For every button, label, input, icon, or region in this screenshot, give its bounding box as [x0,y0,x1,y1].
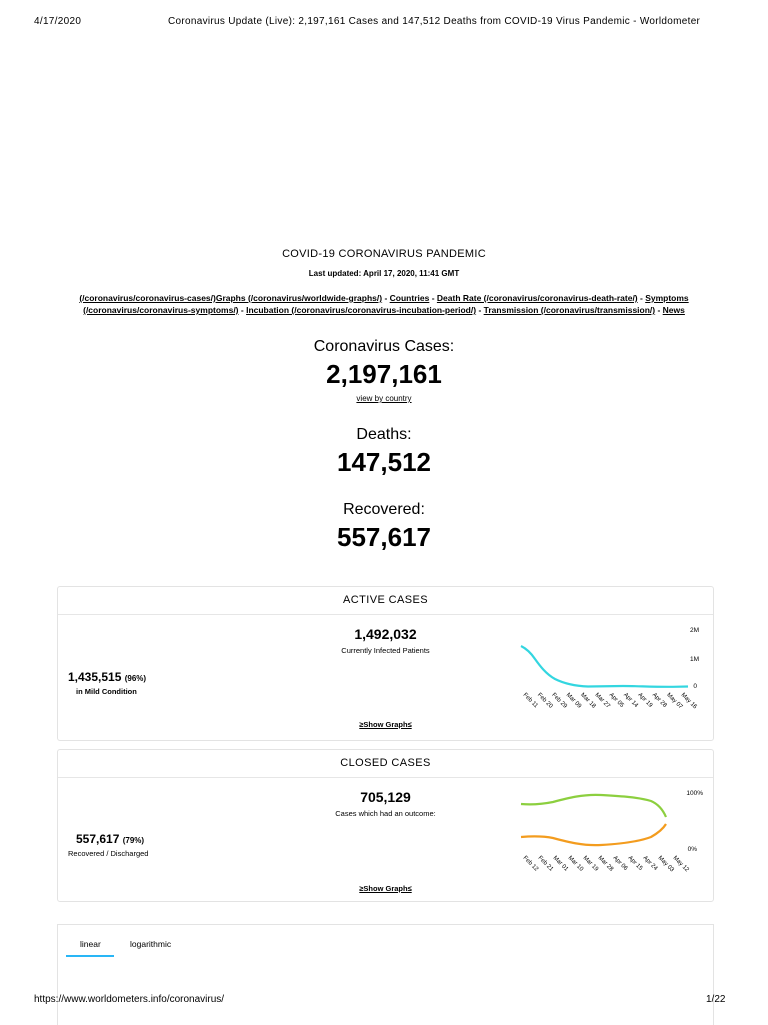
active-x-tick: Mar 09 [564,692,583,710]
active-y-tick-0: 0 [693,683,697,690]
closed-y-tick-0: 0% [687,846,697,853]
page-title: COVID-19 CORONAVIRUS PANDEMIC [282,248,486,260]
closed-total-caption: Cases which had an outcome: [335,809,436,818]
active-x-axis [522,692,699,711]
active-y-tick-2m: 2M [689,627,699,634]
print-title: Coronavirus Update (Live): 2,197,161 Cases and 147,512 Deaths from COVID-19 Virus Pandemic - Worldometer [168,16,701,27]
deaths-value: 147,512 [337,447,431,477]
active-cases-title: ACTIVE CASES [58,587,713,615]
view-by-country-link[interactable]: view by country [356,394,412,403]
closed-recovered-caption: Recovered / Discharged [68,849,149,858]
nav-link-death-rate[interactable]: Death Rate (/coronavirus/coronavirus-death-rate/) [436,293,638,303]
active-x-tick: Mar 18 [579,692,597,710]
active-total: 1,492,032 [354,626,417,642]
closed-x-tick: Mar 28 [596,855,615,873]
closed-x-tick: Apr 15 [626,855,644,872]
tab-logarithmic[interactable]: logarithmic [130,939,172,949]
closed-y-tick-100: 100% [686,790,703,797]
recovered-value: 557,617 [337,522,431,552]
tab-linear-underline [66,955,114,957]
closed-x-tick: May 12 [671,855,690,874]
closed-recovered-value: 557,617 [76,832,120,846]
nav-link-transmission[interactable]: Transmission (/coronavirus/transmission/) [483,305,656,315]
closed-x-axis [522,855,691,874]
closed-show-graph-link[interactable]: ≥Show Graph≤ [359,884,412,893]
active-y-tick-1m: 1M [689,656,699,663]
closed-x-tick: Feb 21 [536,855,555,873]
last-updated: Last updated: April 17, 2020, 11:41 GMT [308,269,460,278]
active-cases-chart [513,621,708,721]
closed-recovered-percent: (79%) [122,836,145,845]
tab-linear[interactable]: linear [80,939,101,949]
active-x-tick: Apr 19 [636,692,654,709]
closed-x-tick: Mar 10 [566,855,585,873]
active-x-tick: May 16 [679,692,698,711]
print-footer-url: https://www.worldometers.info/coronavirus/ [34,994,225,1005]
recovered-label: Recovered: [343,501,425,518]
closed-x-tick: Feb 12 [521,855,540,873]
nav-link-symptoms[interactable]: Symptoms [645,293,689,303]
closed-x-tick: Mar 19 [581,855,600,873]
active-x-tick: Apr 14 [622,692,639,709]
active-x-tick: Mar 27 [593,692,611,710]
print-date: 4/17/2020 [34,16,82,27]
death-rate-line [521,824,666,845]
closed-x-tick: Mar 01 [551,855,570,873]
nav-links: (/coronavirus/coronavirus-cases/)Graphs (/coronavirus/worldwide-graphs/) - Countries - Death Rate (/coronavirus/coronavirus-death-rate/) - Symptoms (/coronavirus/coronavirus-symptoms/) - Incubation (/coronavirus/coronavirus-incubation-period/) - Transmission (/coronavirus/transmission/) - News [79,293,689,315]
cases-value: 2,197,161 [326,359,442,389]
nav-link-symptoms-path[interactable]: (/coronavirus/coronavirus-symptoms/) [83,305,239,315]
active-total-caption: Currently Infected Patients [341,646,430,655]
chart-scale-tabs [57,924,714,1025]
deaths-label: Deaths: [356,426,412,443]
closed-cases-chart [513,784,708,884]
active-x-tick: Feb 11 [521,692,539,710]
nav-link-countries[interactable]: Countries [389,293,430,303]
nav-link-graphs[interactable]: (/coronavirus/coronavirus-cases/)Graphs (/coronavirus/worldwide-graphs/) [79,293,383,303]
closed-cases-title: CLOSED CASES [58,750,713,778]
cases-label: Coronavirus Cases: [313,338,455,355]
active-x-tick: Feb 20 [535,692,554,710]
active-cases-line [521,646,688,687]
closed-x-tick: May 03 [656,855,675,874]
closed-total: 705,129 [360,789,411,805]
active-x-tick: Feb 29 [550,692,568,710]
mild-value: 1,435,515 [68,670,122,684]
closed-x-tick: Apr 24 [641,855,659,872]
mild-caption: in Mild Condition [76,687,137,696]
nav-link-incubation[interactable]: Incubation (/coronavirus/coronavirus-incubation-period/) [246,305,477,315]
active-x-tick: Apr 28 [650,692,668,709]
recovered-rate-line [521,795,666,817]
mild-percent: (96%) [124,674,147,683]
closed-x-tick: Apr 06 [611,855,629,872]
active-cases-panel [57,586,714,741]
active-x-tick: Apr 05 [607,692,625,709]
active-show-graph-link[interactable]: ≥Show Graph≤ [359,720,412,729]
nav-link-news[interactable]: News [662,305,685,315]
closed-cases-panel [57,749,714,902]
print-footer-page: 1/22 [706,994,726,1005]
active-x-tick: May 07 [665,692,684,711]
